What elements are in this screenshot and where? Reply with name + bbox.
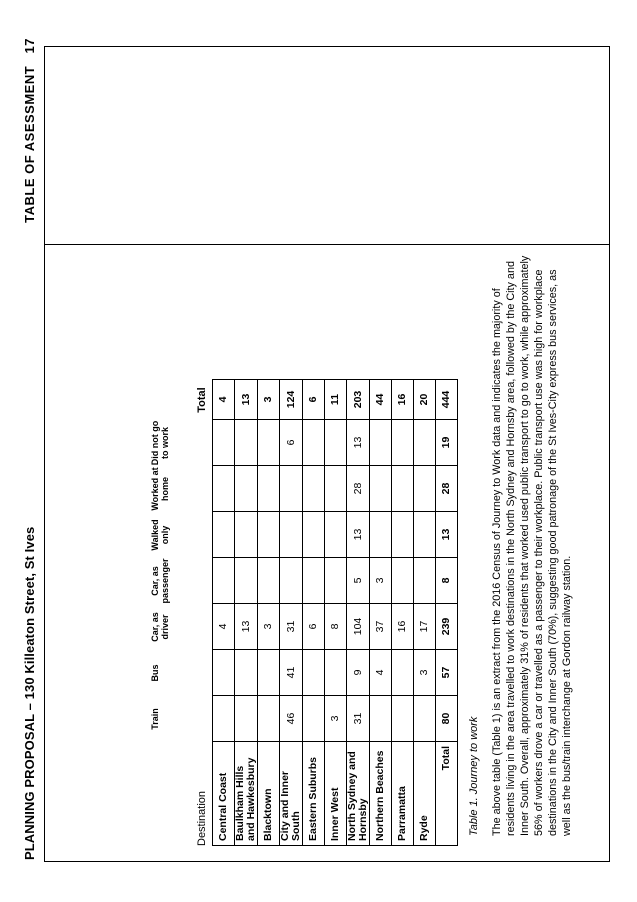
value-cell [213,466,235,512]
value-cell [258,512,280,558]
total-label: Total [436,742,458,846]
total-value-cell: 8 [436,558,458,604]
table-row [392,380,414,846]
value-cell [258,420,280,466]
col-header-did-not-go: Did not go to work [150,420,170,466]
value-cell: 3 [258,604,280,650]
value-cell [325,558,347,604]
value-cell [303,558,325,604]
section-title: TABLE OF ASESSMENT [22,65,37,223]
value-cell: 3 [370,558,392,604]
value-cell: 31 [347,696,370,742]
col-header-total: Total [196,387,208,413]
destination-cell: Baulkham Hills and Hawkesbury [235,742,258,846]
value-cell: 124 [280,380,303,420]
total-value-cell: 28 [436,466,458,512]
total-value-cell: 239 [436,604,458,650]
destination-cell: Inner West [325,742,347,846]
value-cell: 8 [325,604,347,650]
value-cell: 13 [235,604,258,650]
value-cell: 3 [325,696,347,742]
value-cell [370,420,392,466]
table-row [347,380,370,846]
value-cell [303,696,325,742]
value-cell [280,558,303,604]
value-cell [213,558,235,604]
value-cell: 28 [347,466,370,512]
destination-cell: Blacktown [258,742,280,846]
value-cell: 6 [280,420,303,466]
document-header-section [22,38,37,250]
value-cell: 11 [325,380,347,420]
value-cell [392,466,414,512]
value-cell: 5 [347,558,370,604]
document-header-title: PLANNING PROPOSAL – 130 Killeaton Street, St Ives [22,526,37,860]
value-cell [370,466,392,512]
value-cell [325,466,347,512]
value-cell [303,512,325,558]
value-cell [213,420,235,466]
value-cell [235,696,258,742]
value-cell [325,512,347,558]
value-cell: 17 [414,604,436,650]
value-cell [303,650,325,696]
value-cell [213,650,235,696]
destination-cell: Northern Beaches [370,742,392,846]
value-cell [235,512,258,558]
value-cell: 41 [280,650,303,696]
value-cell [258,466,280,512]
value-cell: 6 [303,604,325,650]
table-row [370,380,392,846]
value-cell [414,420,436,466]
col-header-car-driver: Car, as driver [150,612,170,642]
table-caption: Table 1. Journey to work [468,716,480,836]
total-value-cell: 80 [436,696,458,742]
total-value-cell: 13 [436,512,458,558]
value-cell [280,512,303,558]
frame-column-divider [44,244,610,245]
value-cell: 13 [347,512,370,558]
value-cell [414,466,436,512]
value-cell [258,558,280,604]
value-cell [392,696,414,742]
value-cell [414,558,436,604]
table-row [213,380,235,846]
col-header-train: Train [150,708,160,730]
value-cell: 4 [213,380,235,420]
value-cell: 9 [347,650,370,696]
value-cell [280,466,303,512]
value-cell [258,696,280,742]
value-cell: 4 [370,650,392,696]
value-cell: 16 [392,380,414,420]
value-cell [370,696,392,742]
value-cell [392,512,414,558]
value-cell [392,558,414,604]
destination-label: Destination [196,790,208,846]
value-cell [235,466,258,512]
page-number: 17 [22,38,37,54]
value-cell [213,696,235,742]
total-value-cell: 57 [436,650,458,696]
destination-cell: Parramatta [392,742,414,846]
destination-cell: Central Coast [213,742,235,846]
table-row [280,380,303,846]
value-cell [392,420,414,466]
value-cell [235,558,258,604]
value-cell [258,650,280,696]
col-header-car-passenger: Car, as passenger [150,558,170,604]
value-cell [414,696,436,742]
destination-cell: Eastern Suburbs [303,742,325,846]
journey-to-work-table [212,379,458,846]
value-cell: 13 [235,380,258,420]
total-row [436,380,458,846]
value-cell: 3 [414,650,436,696]
value-cell: 44 [370,380,392,420]
value-cell [325,420,347,466]
value-cell [325,650,347,696]
value-cell: 37 [370,604,392,650]
value-cell [213,512,235,558]
destination-cell: City and Inner South [280,742,303,846]
value-cell [235,420,258,466]
table-row [414,380,436,846]
value-cell: 31 [280,604,303,650]
value-cell: 46 [280,696,303,742]
table-row [258,380,280,846]
value-cell: 4 [213,604,235,650]
value-cell [414,512,436,558]
value-cell [370,512,392,558]
total-value-cell: 444 [436,380,458,420]
value-cell: 6 [303,380,325,420]
value-cell [303,466,325,512]
col-header-bus: Bus [150,664,160,682]
value-cell: 13 [347,420,370,466]
table-row [325,380,347,846]
body-paragraph: The above table (Table 1) is an extract from the 2016 Census of Journey to Work data and indicates the majority of residents living in the area travelled to work destinations in the North Sydney and Hornsby area, followed by the City and Inner South. Overall, approximately 31% of residents that worked used public transport to go to work, while approximately 56% of workers drove a car or travelled as a passenger to their workplace. Public transport use was high for workplace destinations in the City and Inner South (70%), suggesting good patronage of the St Ives-City express bus services, as well as the bus/train interchange at Gordon railway station. [491,255,573,836]
table-row [303,380,325,846]
value-cell: 16 [392,604,414,650]
value-cell: 3 [258,380,280,420]
col-header-walked-only: Walked only [150,519,170,551]
value-cell [392,650,414,696]
col-header-worked-at-home: Worked at home [150,467,170,511]
value-cell [235,650,258,696]
total-value-cell: 19 [436,420,458,466]
value-cell: 20 [414,380,436,420]
value-cell: 203 [347,380,370,420]
destination-cell: Ryde [414,742,436,846]
value-cell [303,420,325,466]
value-cell: 104 [347,604,370,650]
destination-cell: North Sydney and Hornsby [347,742,370,846]
table-row [235,380,258,846]
